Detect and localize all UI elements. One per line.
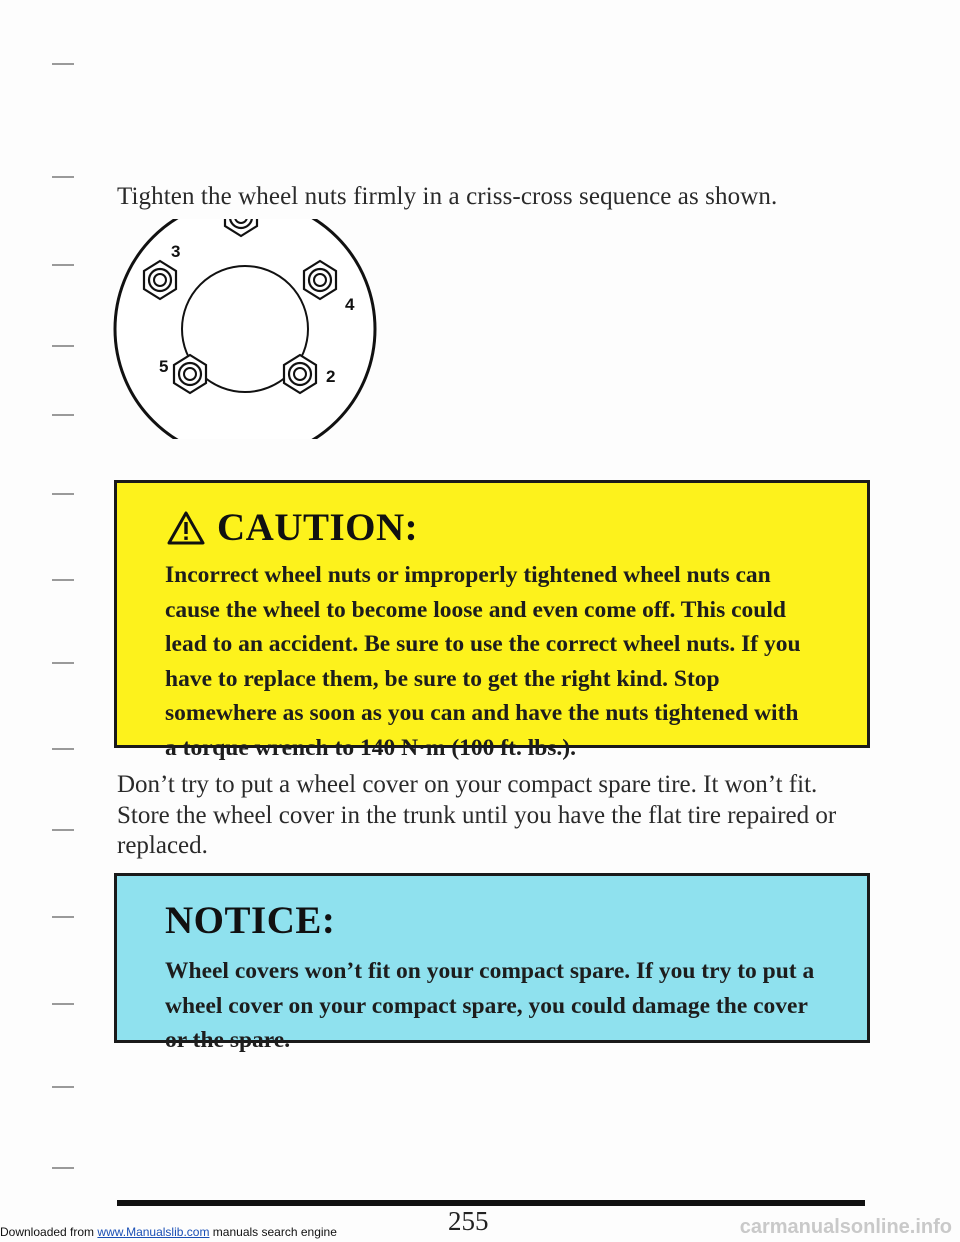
caution-text [165,558,855,765]
margin-mark [52,829,74,831]
caution-line: somewhere as soon as you can and have the nuts tightened with [165,700,799,726]
footer-rule [117,1200,865,1206]
nut-label-2: 2 [326,367,336,386]
caution-line: Incorrect wheel nuts or improperly tightened wheel nuts can [165,562,771,588]
margin-mark [52,493,74,495]
download-prefix: Downloaded from [0,1225,95,1239]
margin-mark [52,176,74,178]
nut-label-3: 3 [171,242,181,261]
manualslib-link[interactable]: www.Manualslib.com [97,1225,210,1239]
paragraph-line: Store the wheel cover in the trunk until you have the flat tire repaired or [117,801,837,829]
notice-box [114,873,870,1053]
caution-line: have to replace them, be sure to get the right kind. Stop [165,665,720,692]
margin-mark [52,414,74,416]
notice-text [165,954,855,1058]
margin-mark [52,916,74,918]
page-footer [0,1200,960,1242]
margin-marks [0,0,80,1242]
margin-mark [52,1167,74,1169]
nut-label-5: 5 [159,357,169,376]
intro-text: Tighten the wheel nuts firmly in a criss-cross sequence as shown. [117,183,778,210]
caution-title: CAUTION: [217,506,419,549]
nut-label-4: 4 [345,295,355,314]
notice-line: or the spare. [165,1027,291,1053]
download-suffix: manuals search engine [212,1225,337,1239]
margin-mark [52,579,74,581]
margin-mark [52,662,74,664]
wheel-hub-drawing [105,219,385,439]
paragraph-line: Don’t try to put a wheel cover on your compact spare tire. It won’t fit. [117,771,818,798]
wheel-nut-sequence-diagram [105,219,385,444]
page-number: 255 [448,1206,489,1236]
download-note [0,1225,337,1239]
paragraph-line: replaced. [117,832,208,859]
margin-mark [52,264,74,266]
notice-line: wheel cover on your compact spare, you could damage the cover [165,992,808,1019]
caution-line: lead to an accident. Be sure to use the correct wheel nuts. If you [165,631,801,657]
warning-triangle-icon [167,510,205,546]
caution-line: a torque wrench to 140 N·m (100 ft. lbs.). [165,734,577,761]
caution-box [114,480,870,761]
margin-mark [52,748,74,750]
notice-line: Wheel covers won’t fit on your compact spare. If you try to put a [165,958,815,984]
spare-tire-paragraph [117,770,877,862]
margin-mark [52,1086,74,1088]
margin-mark [52,1003,74,1005]
watermark: carmanualsonline.info [739,1216,952,1238]
notice-title: NOTICE: [165,899,336,942]
caution-heading [167,505,418,550]
caution-line: cause the wheel to become loose and even come off. This could [165,596,786,623]
margin-mark [52,345,74,347]
margin-mark [52,63,74,65]
